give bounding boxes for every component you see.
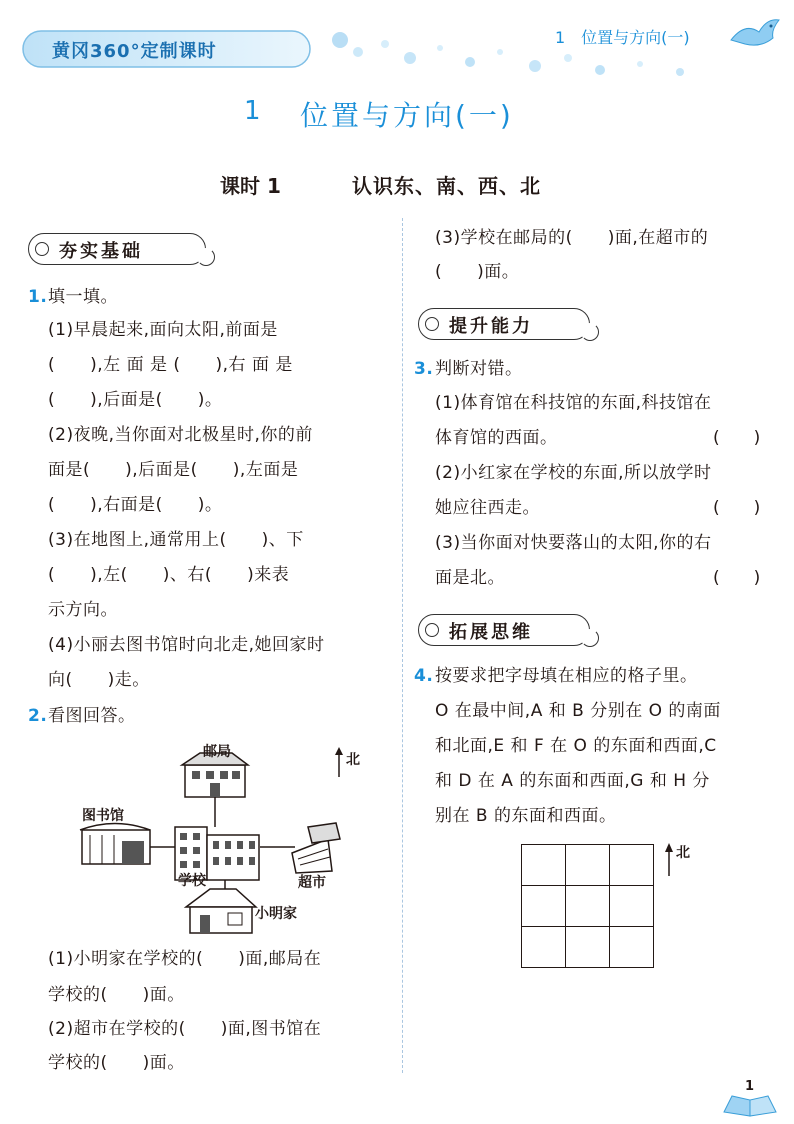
map-label-library: 图书馆 xyxy=(82,808,124,824)
lesson-title: 认识东、南、西、北 xyxy=(352,174,541,198)
header-section: 1 位置与方向(一) xyxy=(555,28,690,47)
q2-line: ( )面。 xyxy=(435,262,520,282)
column-divider xyxy=(402,218,403,1073)
home-icon xyxy=(186,889,256,933)
grid-north-label: 北 xyxy=(676,845,690,861)
q1-line: (3)在地图上,通常用上( )、下 xyxy=(48,530,304,550)
library-icon xyxy=(80,824,150,865)
q3-line: 面是北。 xyxy=(435,568,505,588)
header-banner xyxy=(22,30,312,68)
q3-number: 3. xyxy=(414,359,434,379)
grid-cell[interactable] xyxy=(522,845,566,886)
answer-blank[interactable]: ( ) xyxy=(713,498,761,518)
q3-line: (1)体育馆在科技馆的东面,科技馆在 xyxy=(435,393,712,413)
q4-line: 按要求把字母填在相应的格子里。 xyxy=(435,666,698,686)
section-extend-label: 拓展思维 xyxy=(449,622,533,643)
q1-line: (1)早晨起来,面向太阳,前面是 xyxy=(48,320,278,340)
q4-line: 别在 B 的东面和西面。 xyxy=(435,806,617,826)
q1-line: 面是( ),后面是( ),左面是 xyxy=(48,460,299,480)
q1-line: ( ),右面是( )。 xyxy=(48,495,223,515)
q3-line: 体育馆的西面。 xyxy=(435,428,558,448)
grid-cell[interactable] xyxy=(610,886,654,927)
section-basics xyxy=(28,233,206,265)
grid-cell[interactable] xyxy=(522,886,566,927)
ring-icon xyxy=(425,317,439,331)
grid-cell[interactable] xyxy=(610,845,654,886)
q1-line: (2)夜晚,当你面对北极星时,你的前 xyxy=(48,425,313,445)
q2-line: (1)小明家在学校的( )面,邮局在 xyxy=(48,949,322,969)
section-improve-label: 提升能力 xyxy=(449,316,533,337)
q1-line: ( ),后面是( )。 xyxy=(48,390,223,410)
unit-title: 位置与方向(一) xyxy=(300,99,514,132)
q4-number: 4. xyxy=(414,666,434,686)
q1-line: 填一填。 xyxy=(48,287,118,307)
section-extend xyxy=(418,614,590,646)
q1-line: 示方向。 xyxy=(48,600,118,620)
q2-prompt: 看图回答。 xyxy=(48,706,136,726)
q1-line: 向( )走。 xyxy=(48,670,150,690)
curl-icon xyxy=(581,323,599,341)
q4-line: O 在最中间,A 和 B 分别在 O 的南面 xyxy=(435,701,721,721)
ring-icon xyxy=(425,623,439,637)
grid-cell[interactable] xyxy=(566,886,610,927)
q3-line: (3)当你面对快要落山的太阳,你的右 xyxy=(435,533,712,553)
q2-line: 学校的( )面。 xyxy=(48,985,185,1005)
q4-line: 和 D 在 A 的东面和西面,G 和 H 分 xyxy=(435,771,710,791)
north-arrow-icon xyxy=(663,842,675,876)
curl-icon xyxy=(581,629,599,647)
q1-line: ( ),左( )、右( )来表 xyxy=(48,565,290,585)
map-label-school: 学校 xyxy=(178,873,206,889)
q2-line: (3)学校在邮局的( )面,在超市的 xyxy=(435,228,709,248)
curl-icon xyxy=(197,248,215,266)
grid-cell[interactable] xyxy=(610,927,654,968)
q3-line: (2)小红家在学校的东面,所以放学时 xyxy=(435,463,712,483)
book-icon xyxy=(722,1092,778,1118)
grid-cell[interactable] xyxy=(566,845,610,886)
q1-line: (4)小丽去图书馆时向北走,她回家时 xyxy=(48,635,325,655)
map-label-supermarket: 超市 xyxy=(298,875,326,891)
map-label-post-office: 邮局 xyxy=(203,744,231,760)
bird-icon xyxy=(727,12,783,52)
series-title: 黄冈360°定制课时 xyxy=(52,41,217,62)
q3-prompt: 判断对错。 xyxy=(435,359,523,379)
header-bubbles xyxy=(310,22,780,82)
q1-line: ( ),左 面 是 ( ),右 面 是 xyxy=(48,355,293,375)
unit-number: 1 xyxy=(244,96,261,126)
section-improve xyxy=(418,308,590,340)
q3-line: 她应往西走。 xyxy=(435,498,540,518)
q2-number: 2. xyxy=(28,706,48,726)
answer-blank[interactable]: ( ) xyxy=(713,428,761,448)
page-number: 1 xyxy=(745,1079,755,1094)
q2-line: (2)超市在学校的( )面,图书馆在 xyxy=(48,1019,322,1039)
q4-line: 和北面,E 和 F 在 O 的东面和西面,C xyxy=(435,736,717,756)
map-label-north: 北 xyxy=(346,752,360,768)
ring-icon xyxy=(35,242,49,256)
grid-cell[interactable] xyxy=(522,927,566,968)
map-label-home: 小明家 xyxy=(255,906,297,922)
answer-blank[interactable]: ( ) xyxy=(713,568,761,588)
section-basics-label: 夯实基础 xyxy=(59,241,143,262)
supermarket-icon xyxy=(292,823,340,873)
q1-number: 1. xyxy=(28,287,48,307)
grid-cell[interactable] xyxy=(566,927,610,968)
answer-grid xyxy=(521,844,654,968)
lesson-label: 课时 1 xyxy=(220,174,281,198)
q2-line: 学校的( )面。 xyxy=(48,1053,185,1073)
